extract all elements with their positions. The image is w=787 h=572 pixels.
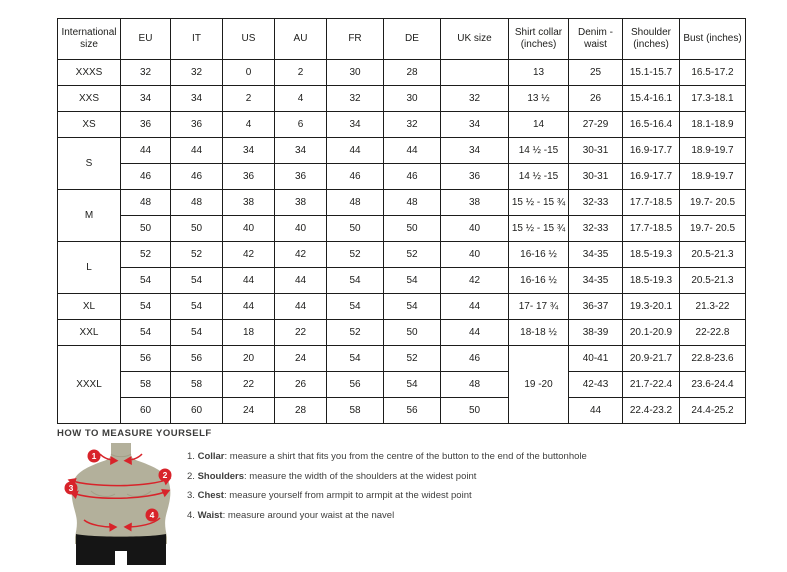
column-header: AU (275, 19, 327, 60)
table-cell: 44 (171, 138, 223, 164)
svg-text:1: 1 (91, 451, 97, 461)
table-cell: 30-31 (569, 138, 623, 164)
table-cell: 16.5-17.2 (680, 60, 746, 86)
table-cell: 2 (223, 86, 275, 112)
measure-heading: HOW TO MEASURE YOURSELF (57, 428, 212, 439)
table-cell: 54 (384, 268, 441, 294)
table-row (58, 242, 746, 268)
table-cell: 22.4-23.2 (623, 398, 680, 424)
table-cell: 46 (384, 164, 441, 190)
table-cell: 44 (223, 294, 275, 320)
table-cell: 36-37 (569, 294, 623, 320)
table-cell: 14 ½ -15 (509, 164, 569, 190)
table-cell: 46 (327, 164, 384, 190)
instruction-desc: : measure the width of the shoulders at the widest point (244, 470, 477, 482)
table-cell: 32-33 (569, 216, 623, 242)
table-cell: 42 (441, 268, 509, 294)
instruction-desc: : measure a shirt that fits you from the centre of the button to the end of the buttonhole (224, 451, 587, 462)
table-cell: 50 (327, 216, 384, 242)
instruction-term: Collar (197, 451, 225, 462)
table-cell: 52 (121, 242, 171, 268)
table-row (58, 346, 746, 372)
table-cell: 44 (327, 138, 384, 164)
size-table (57, 18, 746, 424)
instruction-chest (187, 486, 587, 506)
table-cell: 15.4-16.1 (623, 86, 680, 112)
table-cell: 48 (384, 190, 441, 216)
table-cell: 20.5-21.3 (680, 268, 746, 294)
mannequin-shorts (76, 534, 166, 565)
column-header: IT (171, 19, 223, 60)
table-cell: 52 (327, 320, 384, 346)
table-cell: 50 (441, 398, 509, 424)
table-cell: 40 (275, 216, 327, 242)
table-cell: 16-16 ½ (509, 268, 569, 294)
table-cell: 38 (223, 190, 275, 216)
table-cell: 54 (327, 294, 384, 320)
table-cell: 56 (171, 346, 223, 372)
table-cell: 25 (569, 60, 623, 86)
table-cell: 26 (275, 372, 327, 398)
column-header: EU (121, 19, 171, 60)
table-cell: 54 (171, 294, 223, 320)
table-cell: XXXL (58, 346, 121, 424)
table-cell: S (58, 138, 121, 190)
table-cell: M (58, 190, 121, 242)
table-cell: 19 -20 (509, 346, 569, 424)
table-cell: XXS (58, 86, 121, 112)
table-cell: 34 (327, 112, 384, 138)
table-cell: 17.3-18.1 (680, 86, 746, 112)
table-cell: XXXS (58, 60, 121, 86)
column-header: US (223, 19, 275, 60)
table-cell: 32 (384, 112, 441, 138)
table-cell: 54 (384, 372, 441, 398)
table-cell: 17.7-18.5 (623, 190, 680, 216)
table-cell: 58 (327, 398, 384, 424)
table-cell: 23.6-24.4 (680, 372, 746, 398)
instruction-term: Waist (197, 509, 223, 521)
table-cell: 46 (121, 164, 171, 190)
table-cell: XL (58, 294, 121, 320)
table-row (58, 190, 746, 216)
table-cell: 40-41 (569, 346, 623, 372)
table-cell: 22 (223, 372, 275, 398)
table-cell: 6 (275, 112, 327, 138)
table-cell: 16.5-16.4 (623, 112, 680, 138)
table-cell: 20.9-21.7 (623, 346, 680, 372)
marker-1-badge (88, 450, 101, 463)
table-cell: 50 (121, 216, 171, 242)
table-row (58, 398, 746, 424)
table-cell: 44 (441, 294, 509, 320)
table-cell: 18.5-19.3 (623, 242, 680, 268)
table-cell: 40 (441, 242, 509, 268)
table-cell: 46 (171, 164, 223, 190)
table-cell: 16-16 ½ (509, 242, 569, 268)
table-cell: 13 ½ (509, 86, 569, 112)
table-cell: 20 (223, 346, 275, 372)
table-cell: 18 (223, 320, 275, 346)
mannequin-figure (57, 441, 187, 567)
column-header: Shoulder (inches) (623, 19, 680, 60)
table-cell: 36 (275, 164, 327, 190)
table-cell: 36 (121, 112, 171, 138)
table-cell: 22.8-23.6 (680, 346, 746, 372)
instruction-term: Chest (197, 490, 224, 501)
table-row (58, 164, 746, 190)
table-cell: 54 (327, 268, 384, 294)
table-cell: 34 (171, 86, 223, 112)
table-cell: 28 (384, 60, 441, 86)
table-cell: 34 (223, 138, 275, 164)
table-cell: 4 (275, 86, 327, 112)
marker-3-badge (65, 482, 78, 495)
table-cell: 36 (171, 112, 223, 138)
table-cell: 52 (384, 346, 441, 372)
table-cell: 27-29 (569, 112, 623, 138)
column-header: Bust (inches) (680, 19, 746, 60)
table-cell: 44 (441, 320, 509, 346)
table-cell: 48 (121, 190, 171, 216)
table-cell: 48 (441, 372, 509, 398)
how-to-measure-section (57, 428, 737, 567)
table-row (58, 268, 746, 294)
table-cell: 44 (223, 268, 275, 294)
table-cell: 18-18 ½ (509, 320, 569, 346)
table-cell: 52 (384, 242, 441, 268)
table-cell: 34 (441, 112, 509, 138)
table-cell: 18.9-19.7 (680, 138, 746, 164)
instruction-number: 4. (187, 509, 195, 521)
mannequin-torso (72, 443, 171, 544)
table-cell: 38-39 (569, 320, 623, 346)
table-cell: 20.1-20.9 (623, 320, 680, 346)
table-cell: 30 (327, 60, 384, 86)
table-cell: 54 (121, 268, 171, 294)
table-cell: 26 (569, 86, 623, 112)
table-cell: 44 (384, 138, 441, 164)
measure-instructions (187, 447, 587, 525)
column-header: FR (327, 19, 384, 60)
column-header: UK size (441, 19, 509, 60)
table-cell: 58 (171, 372, 223, 398)
table-cell: L (58, 242, 121, 294)
table-cell: 40 (223, 216, 275, 242)
table-cell: 21.7-22.4 (623, 372, 680, 398)
table-cell: 38 (275, 190, 327, 216)
instruction-number: 2. (187, 470, 195, 482)
table-cell: 32 (327, 86, 384, 112)
table-cell: 52 (171, 242, 223, 268)
table-cell: 15 ½ - 15 ¾ (509, 216, 569, 242)
table-cell: XS (58, 112, 121, 138)
instruction-desc: : measure around your waist at the navel (222, 509, 395, 521)
table-row (58, 60, 746, 86)
table-cell: 24 (275, 346, 327, 372)
table-cell: 44 (275, 268, 327, 294)
table-cell: 15 ½ - 15 ¾ (509, 190, 569, 216)
table-cell (441, 60, 509, 86)
table-cell: 50 (171, 216, 223, 242)
table-cell: 54 (327, 346, 384, 372)
instruction-desc: : measure yourself from armpit to armpit at the widest point (223, 490, 472, 501)
table-cell: 18.1-18.9 (680, 112, 746, 138)
table-cell: 48 (171, 190, 223, 216)
table-cell: 42-43 (569, 372, 623, 398)
table-cell: 56 (327, 372, 384, 398)
table-cell: 28 (275, 398, 327, 424)
table-row (58, 138, 746, 164)
table-row (58, 216, 746, 242)
table-row (58, 372, 746, 398)
instruction-number: 3. (187, 490, 195, 501)
column-header: Denim - waist (569, 19, 623, 60)
table-cell: 17- 17 ¾ (509, 294, 569, 320)
table-cell: 54 (171, 268, 223, 294)
table-cell: 30 (384, 86, 441, 112)
table-cell: 54 (121, 294, 171, 320)
table-cell: 40 (441, 216, 509, 242)
table-cell: 19.7- 20.5 (680, 190, 746, 216)
table-cell: 36 (441, 164, 509, 190)
table-cell: 14 (509, 112, 569, 138)
table-cell: 32-33 (569, 190, 623, 216)
marker-2-badge (159, 469, 172, 482)
table-cell: 38 (441, 190, 509, 216)
table-cell: 15.1-15.7 (623, 60, 680, 86)
table-cell: 30-31 (569, 164, 623, 190)
table-cell: 22-22.8 (680, 320, 746, 346)
table-cell: 44 (569, 398, 623, 424)
table-cell: 19.7- 20.5 (680, 216, 746, 242)
table-cell: 16.9-17.7 (623, 164, 680, 190)
table-cell: 24.4-25.2 (680, 398, 746, 424)
table-cell: 56 (384, 398, 441, 424)
table-cell: 50 (384, 216, 441, 242)
table-cell: 54 (171, 320, 223, 346)
table-cell: 13 (509, 60, 569, 86)
instruction-collar (187, 447, 587, 467)
table-cell: 2 (275, 60, 327, 86)
table-cell: 16.9-17.7 (623, 138, 680, 164)
table-cell: 44 (121, 138, 171, 164)
column-header: International size (58, 19, 121, 60)
table-cell: 48 (327, 190, 384, 216)
instruction-number: 1. (187, 451, 195, 462)
table-cell: 52 (327, 242, 384, 268)
table-cell: 54 (121, 320, 171, 346)
instruction-term: Shoulders (197, 470, 245, 482)
svg-text:2: 2 (162, 470, 168, 480)
instruction-waist (187, 506, 587, 526)
size-table-head-row (58, 19, 746, 60)
table-cell: 56 (121, 346, 171, 372)
table-cell: 34 (121, 86, 171, 112)
table-cell: 60 (121, 398, 171, 424)
table-cell: 22 (275, 320, 327, 346)
table-cell: 34-35 (569, 242, 623, 268)
table-cell: XXL (58, 320, 121, 346)
table-cell: 58 (121, 372, 171, 398)
svg-text:3: 3 (68, 483, 74, 493)
table-cell: 21.3-22 (680, 294, 746, 320)
table-cell: 4 (223, 112, 275, 138)
table-cell: 19.3-20.1 (623, 294, 680, 320)
table-row (58, 294, 746, 320)
column-header: DE (384, 19, 441, 60)
marker-4-badge (146, 509, 159, 522)
column-header: Shirt collar (inches) (509, 19, 569, 60)
table-cell: 0 (223, 60, 275, 86)
table-cell: 50 (384, 320, 441, 346)
svg-text:4: 4 (149, 510, 155, 520)
table-cell: 18.5-19.3 (623, 268, 680, 294)
table-row (58, 86, 746, 112)
table-cell: 46 (441, 346, 509, 372)
table-cell: 34 (441, 138, 509, 164)
table-row (58, 112, 746, 138)
table-cell: 34 (275, 138, 327, 164)
table-cell: 32 (121, 60, 171, 86)
table-cell: 54 (384, 294, 441, 320)
table-cell: 20.5-21.3 (680, 242, 746, 268)
table-cell: 14 ½ -15 (509, 138, 569, 164)
table-cell: 24 (223, 398, 275, 424)
table-cell: 34-35 (569, 268, 623, 294)
measure-body (57, 441, 737, 567)
table-row (58, 320, 746, 346)
table-cell: 60 (171, 398, 223, 424)
table-cell: 42 (275, 242, 327, 268)
size-table-body (58, 60, 746, 424)
instruction-shoulders (187, 467, 587, 487)
table-cell: 18.9-19.7 (680, 164, 746, 190)
table-cell: 36 (223, 164, 275, 190)
table-cell: 42 (223, 242, 275, 268)
table-cell: 17.7-18.5 (623, 216, 680, 242)
table-cell: 32 (171, 60, 223, 86)
table-cell: 32 (441, 86, 509, 112)
table-cell: 44 (275, 294, 327, 320)
